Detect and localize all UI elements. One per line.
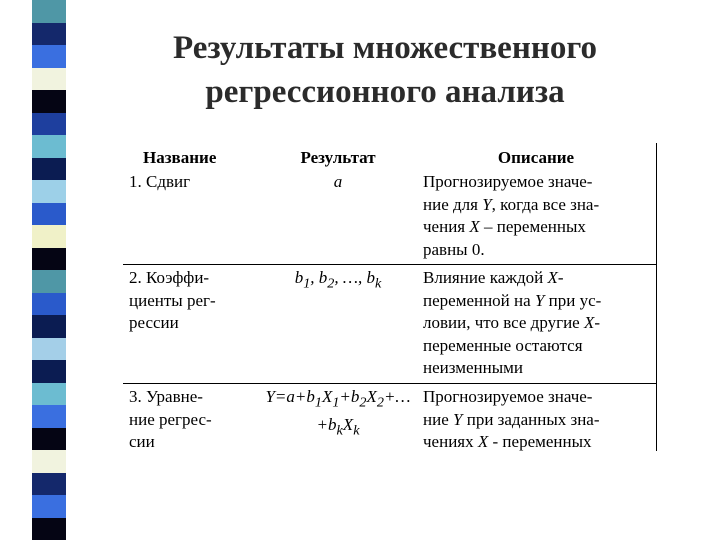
stripe-segment	[32, 225, 66, 248]
header-name: Название	[143, 148, 217, 167]
row-name-line: 1. Сдвиг	[129, 172, 191, 191]
row-description-line: ловии, что все другие X-	[423, 313, 601, 332]
row-name-line: 2. Коэффи-	[129, 268, 210, 287]
stripe-segment	[32, 450, 66, 473]
stripe-segment	[32, 495, 66, 518]
row-result-text: a	[333, 172, 343, 191]
title-line-2: регрессионного анализа	[205, 74, 565, 110]
stripe-segment	[32, 338, 66, 361]
stripe-segment	[32, 158, 66, 181]
row-description-line: ние для Y, когда все зна-	[423, 194, 600, 214]
row-description-line: ние Y при заданных зна-	[423, 409, 600, 429]
row-description-line: чения X – переменных	[423, 217, 586, 236]
row-name	[129, 386, 257, 454]
row-result-text: $Y=a+b_1X_1+b_2X_2+\dots$	[265, 387, 411, 411]
row-description-line: Прогнозируемое значе-	[423, 172, 593, 191]
stripe-segment	[32, 360, 66, 383]
row-description	[423, 171, 649, 261]
stripe-segment	[32, 383, 66, 406]
row-divider	[123, 264, 656, 265]
row-description-line: Прогнозируемое значе-	[423, 387, 593, 406]
stripe-segment	[32, 428, 66, 451]
slide-title	[90, 26, 680, 114]
row-description-line: неизменными	[423, 358, 523, 377]
row-description	[423, 386, 649, 454]
stripe-segment	[32, 23, 66, 46]
stripe-segment	[32, 270, 66, 293]
stripe-segment	[32, 0, 66, 23]
row-description-line: равны 0.	[423, 239, 485, 259]
row-divider	[123, 383, 656, 384]
row-description-line: чениях X - переменных	[423, 432, 592, 451]
results-table	[123, 143, 657, 451]
row-result	[253, 171, 423, 194]
decorative-stripe	[32, 0, 66, 540]
row-name-line: рессии	[129, 313, 179, 332]
row-description-line: переменные остаются	[423, 335, 583, 355]
row-name	[129, 171, 257, 194]
stripe-segment	[32, 180, 66, 203]
title-line-1: Результаты множественного	[172, 30, 598, 66]
stripe-segment	[32, 135, 66, 158]
row-name-line: 3. Уравне-	[129, 387, 203, 406]
row-description	[423, 267, 649, 380]
row-result	[253, 267, 423, 295]
stripe-segment	[32, 203, 66, 226]
row-result-text: $b_1$, $b_2$, …, $b_k$	[294, 268, 382, 292]
row-name-line: ние регрес-	[129, 409, 212, 429]
stripe-segment	[32, 518, 66, 540]
row-name-line: сии	[129, 432, 155, 451]
row-name-line: циенты рег-	[129, 290, 216, 310]
stripe-segment	[32, 45, 66, 68]
stripe-segment	[32, 113, 66, 136]
stripe-segment	[32, 315, 66, 338]
stripe-segment	[32, 248, 66, 271]
stripe-segment	[32, 68, 66, 91]
stripe-segment	[32, 293, 66, 316]
row-description-line: переменной на Y при ус-	[423, 290, 602, 310]
row-result-text: $+b_kX_k$	[316, 414, 360, 439]
stripe-segment	[32, 405, 66, 428]
header-result: Результат	[300, 148, 376, 167]
row-description-line: Влияние каждой X-	[423, 268, 564, 287]
row-result	[253, 386, 423, 442]
row-name	[129, 267, 257, 335]
stripe-segment	[32, 90, 66, 113]
header-description: Описание	[497, 148, 575, 167]
stripe-segment	[32, 473, 66, 496]
